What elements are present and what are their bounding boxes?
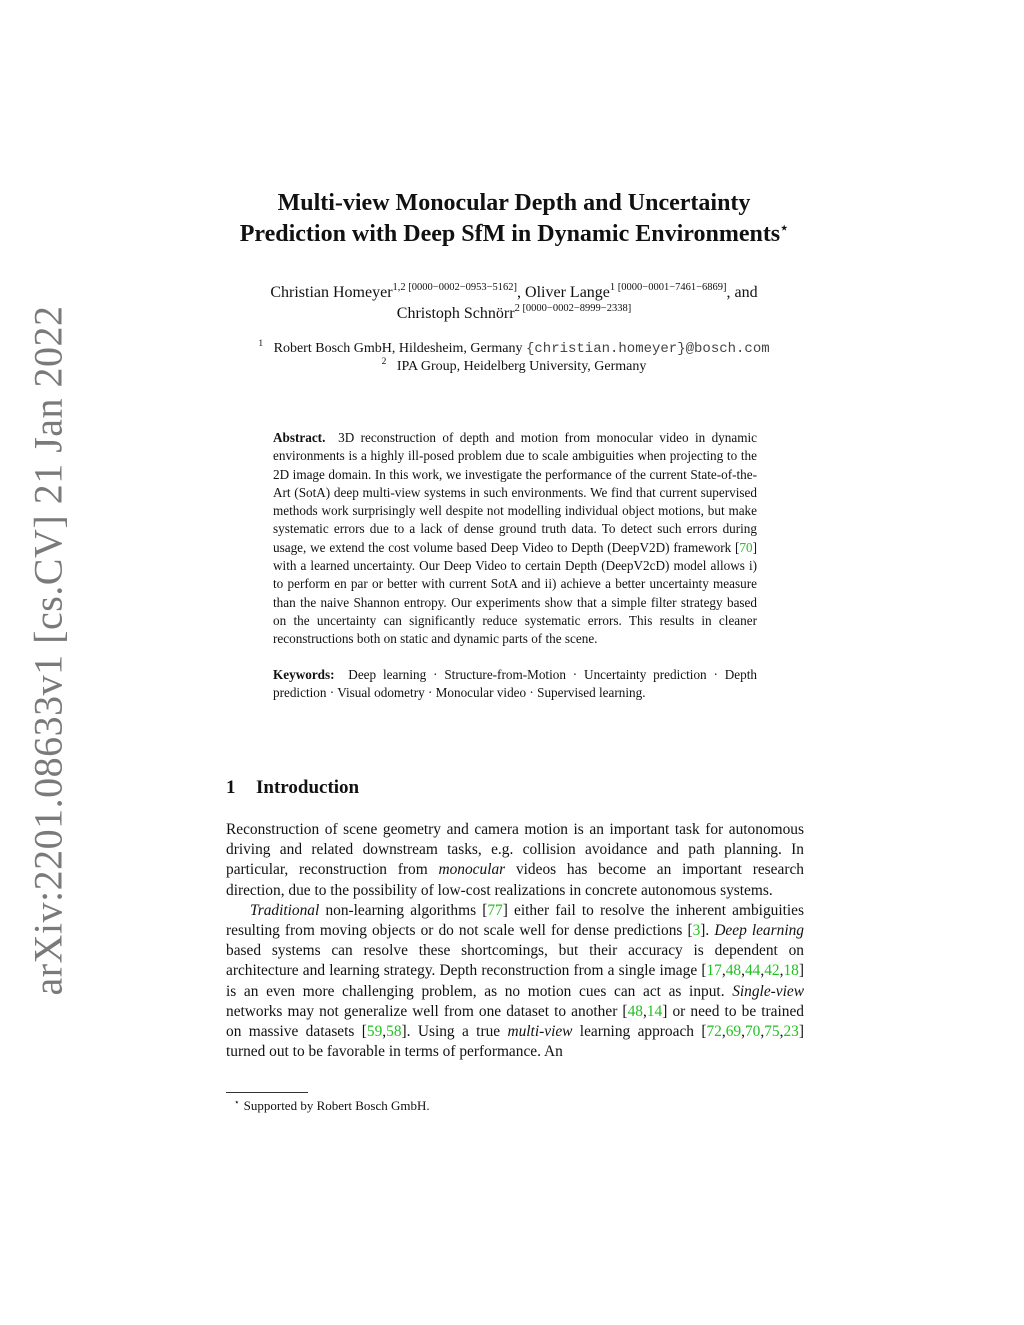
keywords-label: Keywords:: [273, 666, 335, 682]
author-name: Christian Homeyer: [270, 284, 393, 301]
footnote-star: ⋆: [234, 1097, 240, 1107]
author-name: Christoph Schnörr: [396, 305, 515, 322]
author-sep: ,: [517, 284, 526, 301]
citation-link[interactable]: 58: [386, 1023, 402, 1041]
intro-paragraph-1: Reconstruction of scene geometry and camera motion is an important task for autonomous driving and related downstream tasks, e.g. collision avoidance and path planning. In particular, reconstruction from monocular videos has become an important research direction, due to the possibility of low-cost realizations in concrete autonomous systems.: [226, 821, 804, 899]
citation-link[interactable]: 48: [627, 1002, 643, 1020]
affiliation-2: [210, 358, 818, 376]
affiliation-text: IPA Group, Heidelberg University, Germany: [396, 359, 647, 374]
author-list: [210, 282, 818, 324]
introduction-body: [226, 820, 804, 1062]
citation-link[interactable]: 70: [739, 539, 753, 555]
authors-line-1: [210, 282, 818, 303]
affiliation-text: Robert Bosch GmbH, Hildesheim, Germany: [273, 341, 526, 356]
citation-link[interactable]: 44: [744, 962, 761, 980]
title-footnote-star: ⋆: [780, 220, 789, 235]
author-orcid: 1 [0000−0001−7461−6869]: [609, 282, 727, 293]
author-orcid: 2 [0000−0002−8999−2338]: [514, 303, 632, 314]
citation-link[interactable]: 70: [744, 1023, 761, 1041]
abstract-paragraph: Abstract. 3D reconstruction of depth and motion from monocular video in dynamic environments is a highly ill-posed problem due to scale ambiguities when projecting to the 2D image domain. In this work, we investigate the performance of the current State-of-the-Art (SotA) deep multi-view systems in such environments. We find that current supervised methods work surprisingly well despite not modelling individual object motions, but make systematic errors due to a lack of dense ground truth data. To detect such errors during usage, we extend the cost volume based Deep Video to Depth (DeepV2D) framework [70] with a learned uncertainty. Our Deep Video to certain Depth (DeepV2cD) model allows i) to perform en par or better with current SotA and ii) achieve a better uncertainty measure than the naive Shannon entropy. Our experiments show that a simple filter strategy based on the uncertainty can significantly reduce systematic errors. This results in cleaner reconstructions both on static and dynamic parts of the scene.: [273, 430, 757, 647]
keywords-text: Deep learning · Structure-from-Motion · Uncertainty prediction · Depth prediction · Visual odometry · Monocular video · Supervised learning.: [273, 666, 757, 700]
footnote-text: Supported by Robert Bosch GmbH.: [243, 1098, 430, 1113]
section-heading: [226, 776, 806, 800]
citation-link[interactable]: 72: [706, 1023, 722, 1041]
abstract-label: Abstract.: [273, 430, 326, 445]
arxiv-id-text: arXiv:2201.08633v1 [cs.CV] 21 Jan 2022: [25, 304, 71, 996]
citation-link[interactable]: 17: [706, 962, 722, 980]
paper-title: [200, 188, 828, 250]
citation-link[interactable]: 42: [764, 962, 780, 980]
affiliations: [210, 340, 818, 376]
footnote: [226, 1097, 804, 1114]
citation-link[interactable]: 75: [764, 1023, 780, 1041]
citation-link[interactable]: 59: [366, 1023, 383, 1041]
citation-link[interactable]: 69: [725, 1023, 742, 1041]
arxiv-side-stamp: [25, 304, 71, 996]
affiliation-1: [210, 340, 818, 358]
footnote-divider: [226, 1092, 308, 1093]
section-title: Introduction: [256, 777, 360, 798]
section-number: 1: [226, 777, 236, 798]
affiliation-number: 2: [381, 357, 387, 367]
citation-link[interactable]: 48: [725, 962, 742, 980]
citation-link[interactable]: 18: [783, 962, 799, 980]
keywords-paragraph: [273, 666, 757, 703]
citation-link[interactable]: 23: [783, 1023, 799, 1041]
author-orcid: 1,2 [0000−0002−0953−5162]: [392, 282, 518, 293]
affiliation-email[interactable]: {christian.homeyer}@bosch.com: [525, 341, 770, 357]
intro-paragraph-2: Traditional non-learning algorithms [77] either fail to resolve the inherent ambiguities resulting from moving objects or do not scale well for dense predictions [3]. Deep learning based systems can resolve these shortcomings, but their accuracy is dependent on architecture and learning strategy. Depth reconstruction from a single image [17,48,44,42,18] is an even more challenging problem, as no motion cues can act as input. Single-view networks may not generalize well from one dataset to another [48,14] or need to be trained on massive datasets [59,58]. Using a true multi-view learning approach [72,69,70,75,23] turned out to be favorable in terms of performance. An: [226, 901, 804, 1061]
author-sep: , and: [726, 284, 758, 301]
affiliation-number: 1: [258, 339, 264, 349]
abstract-block: [273, 429, 757, 702]
citation-link[interactable]: 3: [692, 922, 701, 940]
title-line-2: Prediction with Deep SfM in Dynamic Environments⋆: [239, 220, 789, 247]
authors-line-2: [210, 303, 818, 324]
author-name: Oliver Lange: [525, 284, 610, 301]
citation-link[interactable]: 14: [646, 1002, 663, 1020]
title-line-1: Multi-view Monocular Depth and Uncertainty: [277, 190, 751, 216]
citation-link[interactable]: 77: [487, 901, 503, 919]
